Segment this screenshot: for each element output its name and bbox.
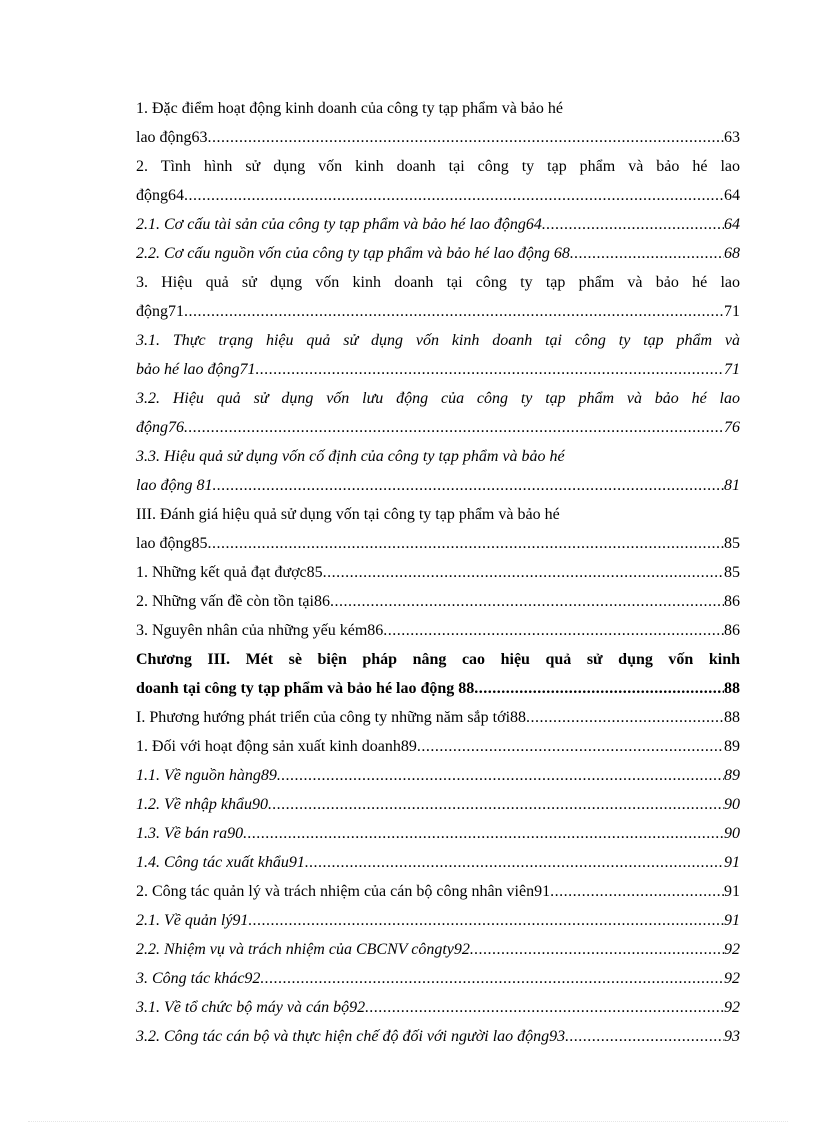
toc-entry-title: 1.2. Về nhập khẩu90 (136, 796, 268, 813)
toc-entry (136, 848, 740, 877)
toc-entry-title: lao động85 (136, 535, 208, 552)
dot-leader (208, 529, 724, 558)
table-of-contents (136, 94, 740, 1051)
toc-entry-title: bảo hé lao động71 (136, 361, 256, 378)
toc-entry (136, 500, 740, 529)
toc-entry-page-number: 86 (724, 622, 740, 639)
dot-leader (330, 587, 724, 616)
toc-entry-title: 3.3. Hiệu quả sử dụng vốn cố định của công ty tạp phẩm và bảo hé (136, 448, 565, 465)
dot-leader (526, 703, 724, 732)
toc-entry-title: 3.1. Về tổ chức bộ máy và cán bộ92 (136, 999, 366, 1016)
toc-entry-page-number: 88 (724, 680, 740, 697)
toc-entry-title: 2. Những vấn đề còn tồn tại86 (136, 593, 330, 610)
toc-entry-page-number: 64 (724, 216, 740, 233)
toc-entry-title: động71 (136, 303, 184, 320)
toc-entry (136, 471, 740, 500)
dot-leader (268, 790, 724, 819)
toc-entry (136, 239, 740, 268)
toc-entry-title: 2. Công tác quản lý và trách nhiệm của cán bộ công nhân viên91 (136, 883, 551, 900)
dot-leader (184, 181, 724, 210)
toc-entry-page-number: 92 (724, 970, 740, 987)
dot-leader (565, 1022, 724, 1051)
toc-entry (136, 210, 740, 239)
toc-entry (136, 384, 740, 413)
dot-leader (243, 819, 724, 848)
toc-entry (136, 442, 740, 471)
dot-leader (542, 210, 724, 239)
page-bottom-rule (28, 1121, 788, 1122)
toc-entry-title: 3. Nguyên nhân của những yếu kém86 (136, 622, 384, 639)
toc-entry-page-number: 89 (724, 738, 740, 755)
toc-entry (136, 732, 740, 761)
toc-entry (136, 935, 740, 964)
toc-entry (136, 587, 740, 616)
toc-entry (136, 123, 740, 152)
toc-entry-page-number: 89 (724, 767, 740, 784)
dot-leader (184, 413, 724, 442)
toc-entry-page-number: 91 (724, 883, 740, 900)
toc-entry (136, 297, 740, 326)
toc-entry-page-number: 86 (724, 593, 740, 610)
toc-entry-page-number: 91 (724, 854, 740, 871)
toc-entry-title: 3.1. Thực trạng hiệu quả sử dụng vốn kinh doanh tại công ty tạp phẩm và (136, 332, 740, 349)
dot-leader (365, 993, 724, 1022)
toc-entry (136, 558, 740, 587)
toc-entry-title: doanh tại công ty tạp phẩm và bảo hé lao động 88 (136, 680, 475, 697)
toc-entry (136, 790, 740, 819)
toc-entry-title: 1. Đặc điểm hoạt động kinh doanh của công ty tạp phẩm và bảo hé (136, 100, 563, 117)
toc-entry-title: I. Phương hướng phát triển của công ty những năm sắp tới88 (136, 709, 527, 726)
dot-leader (417, 732, 724, 761)
toc-entry-page-number: 91 (724, 912, 740, 929)
toc-entry-title: 1. Đối với hoạt động sản xuất kinh doanh89 (136, 738, 417, 755)
toc-entry-title: động76 (136, 419, 184, 436)
toc-entry-title: III. Đánh giá hiệu quả sử dụng vốn tại công ty tạp phẩm và bảo hé (136, 506, 560, 523)
toc-entry-page-number: 71 (724, 303, 740, 320)
toc-entry (136, 268, 740, 297)
toc-entry-page-number: 92 (724, 941, 740, 958)
toc-entry-page-number: 63 (724, 129, 740, 146)
dot-leader (570, 239, 724, 268)
toc-entry (136, 181, 740, 210)
toc-entry-title: 3. Công tác khác92 (136, 970, 261, 987)
toc-entry (136, 355, 740, 384)
toc-entry-title: 3. Hiệu quả sử dụng vốn kinh doanh tại công ty tạp phẩm và bảo hé lao (136, 274, 740, 291)
dot-leader (260, 964, 724, 993)
dot-leader (277, 761, 724, 790)
toc-entry-page-number: 76 (724, 419, 740, 436)
toc-entry-page-number: 68 (724, 245, 740, 262)
toc-entry-title: 3.2. Hiệu quả sử dụng vốn lưu động của công ty tạp phẩm và bảo hé lao (136, 390, 740, 407)
toc-entry-page-number: 90 (724, 796, 740, 813)
toc-entry (136, 819, 740, 848)
dot-leader (256, 355, 724, 384)
toc-entry-title: lao động63 (136, 129, 208, 146)
toc-entry (136, 94, 740, 123)
toc-entry-page-number: 90 (724, 825, 740, 842)
toc-entry (136, 529, 740, 558)
toc-entry-title: 2.1. Về quản lý91 (136, 912, 249, 929)
toc-entry (136, 703, 740, 732)
toc-entry-title: 2.2. Cơ cấu nguồn vốn của công ty tạp phẩm và bảo hé lao động 68 (136, 245, 570, 262)
toc-entry (136, 1022, 740, 1051)
toc-entry-page-number: 81 (724, 477, 740, 494)
toc-entry (136, 993, 740, 1022)
dot-leader (383, 616, 724, 645)
dot-leader (323, 558, 724, 587)
dot-leader (474, 674, 724, 703)
toc-entry-title: 1. Những kết quả đạt được85 (136, 564, 323, 581)
toc-entry-title: 1.4. Công tác xuất khẩu91 (136, 854, 305, 871)
toc-entry-title: 2. Tình hình sử dụng vốn kinh doanh tại công ty tạp phẩm và bảo hé lao (136, 158, 740, 175)
toc-entry (136, 674, 740, 703)
toc-entry-title: động64 (136, 187, 184, 204)
toc-entry-page-number: 88 (724, 709, 740, 726)
toc-entry (136, 616, 740, 645)
toc-entry-page-number: 64 (724, 187, 740, 204)
dot-leader (470, 935, 724, 964)
toc-entry (136, 413, 740, 442)
toc-entry (136, 906, 740, 935)
toc-entry-page-number: 93 (724, 1028, 740, 1045)
toc-entry (136, 152, 740, 181)
toc-entry-page-number: 92 (724, 999, 740, 1016)
toc-entry-title: lao động 81 (136, 477, 213, 494)
toc-entry-title: 1.3. Về bán ra90 (136, 825, 244, 842)
toc-entry-title: 2.2. Nhiệm vụ và trách nhiệm của CBCNV côngty92 (136, 941, 470, 958)
dot-leader (248, 906, 724, 935)
dot-leader (208, 123, 724, 152)
toc-entry (136, 877, 740, 906)
toc-entry-page-number: 85 (724, 535, 740, 552)
toc-entry-title: Chương III. Mét sè biện pháp nâng cao hiệu quả sử dụng vốn kinh (136, 651, 740, 668)
toc-entry (136, 761, 740, 790)
toc-entry (136, 326, 740, 355)
toc-entry-page-number: 71 (724, 361, 740, 378)
toc-entry-title: 2.1. Cơ cấu tài sản của công ty tạp phẩm và bảo hé lao động64 (136, 216, 542, 233)
dot-leader (305, 848, 724, 877)
toc-entry-title: 3.2. Công tác cán bộ và thực hiện chế độ đối với người lao động93 (136, 1028, 566, 1045)
toc-entry (136, 645, 740, 674)
toc-entry-page-number: 85 (724, 564, 740, 581)
dot-leader (212, 471, 724, 500)
dot-leader (184, 297, 724, 326)
toc-entry (136, 964, 740, 993)
toc-entry-title: 1.1. Về nguồn hàng89 (136, 767, 277, 784)
dot-leader (550, 877, 724, 906)
